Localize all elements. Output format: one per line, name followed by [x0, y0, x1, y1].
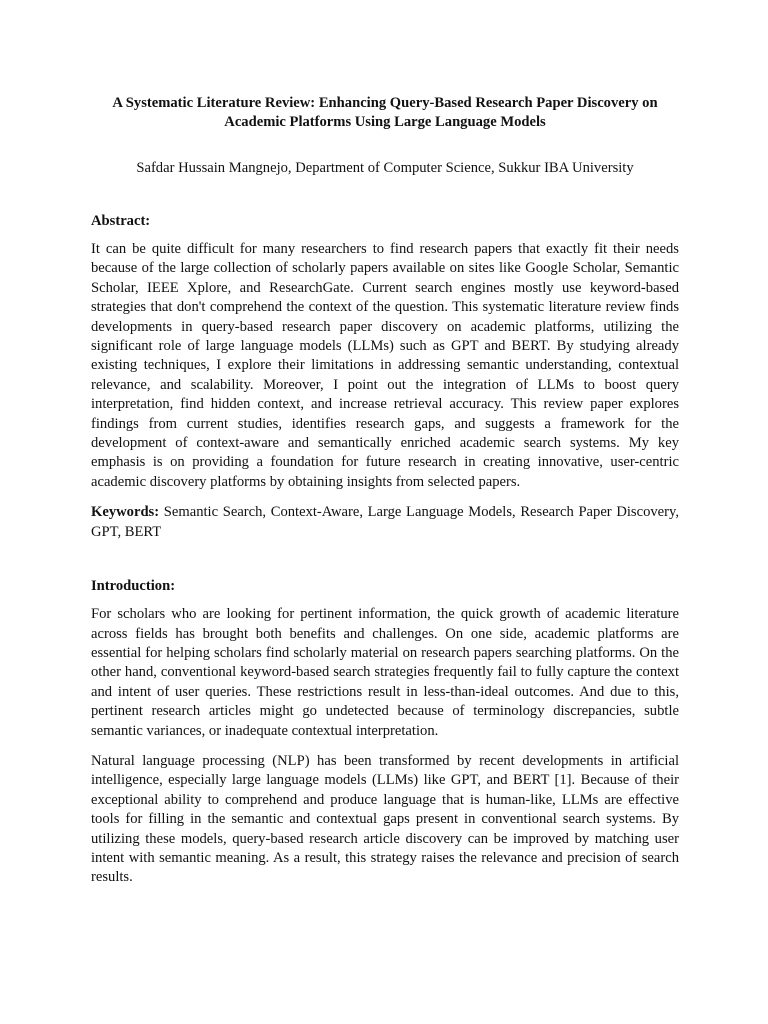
introduction-paragraph-2: Natural language processing (NLP) has been transformed by recent developments in artificial intelligence, especially large language models (LLMs) like GPT, and BERT [1]. Because of their exceptional ability to comprehend and produce language that is human-like, LLMs are effective tools for filling in the semantic and contextual gaps present in conventional search systems. By utilizing these models, query-based research article discovery can be improved by matching user intent with semantic meaning. As a result, this strategy raises the relevance and precision of search results.	[91, 752, 679, 886]
introduction-heading: Introduction:	[91, 578, 176, 595]
keywords-line	[91, 503, 679, 542]
abstract-heading: Abstract:	[91, 213, 151, 229]
keywords-text: Semantic Search, Context-Aware, Large Language Models, Research Paper Discovery, GPT, BERT	[91, 504, 679, 540]
paper-title: A Systematic Literature Review: Enhancing Query-Based Research Paper Discovery on Academic Platforms Using Large Language Models	[112, 95, 658, 130]
document-page	[91, 94, 679, 888]
author-affiliation: Safdar Hussain Mangnejo, Department of Computer Science, Sukkur IBA University	[136, 160, 634, 176]
keywords-label: Keywords:	[91, 504, 160, 521]
introduction-paragraph-1: For scholars who are looking for pertinent information, the quick growth of academic literature across fields has brought both benefits and challenges. On one side, academic platforms are essential for helping scholars find scholarly material on research papers searching platforms. On the other hand, conventional keyword-based search strategies frequently fail to fully capture the context and intent of user queries. These restrictions result in less-than-ideal outcomes. And due to this, pertinent research articles might go undetected because of terminology discrepancies, subtle semantic variances, or inadequate contextual interpretation.	[91, 606, 679, 739]
abstract-paragraph: It can be quite difficult for many researchers to find research papers that exactly fit their needs because of the large collection of scholarly papers available on sites like Google Scholar, Semantic Scholar, IEEE Xplore, and ResearchGate. Current search engines mostly use keyword-based strategies that don't comprehend the context of the question. This systematic literature review finds developments in query-based research paper discovery on academic platforms, utilizing the significant role of large language models (LLMs) such as GPT and BERT. By studying already existing techniques, I explore their limitations in addressing semantic understanding, contextual relevance, and scalability. Moreover, I point out the integration of LLMs to boost query interpretation, find hidden context, and increase retrieval accuracy. This review paper explores findings from current studies, identifies research gaps, and suggests a framework for the development of context-aware and semantically enriched academic search systems. My key emphasis is on providing a foundation for future research in creating innovative, user-centric academic discovery platforms by obtaining insights from selected papers.	[91, 241, 679, 490]
